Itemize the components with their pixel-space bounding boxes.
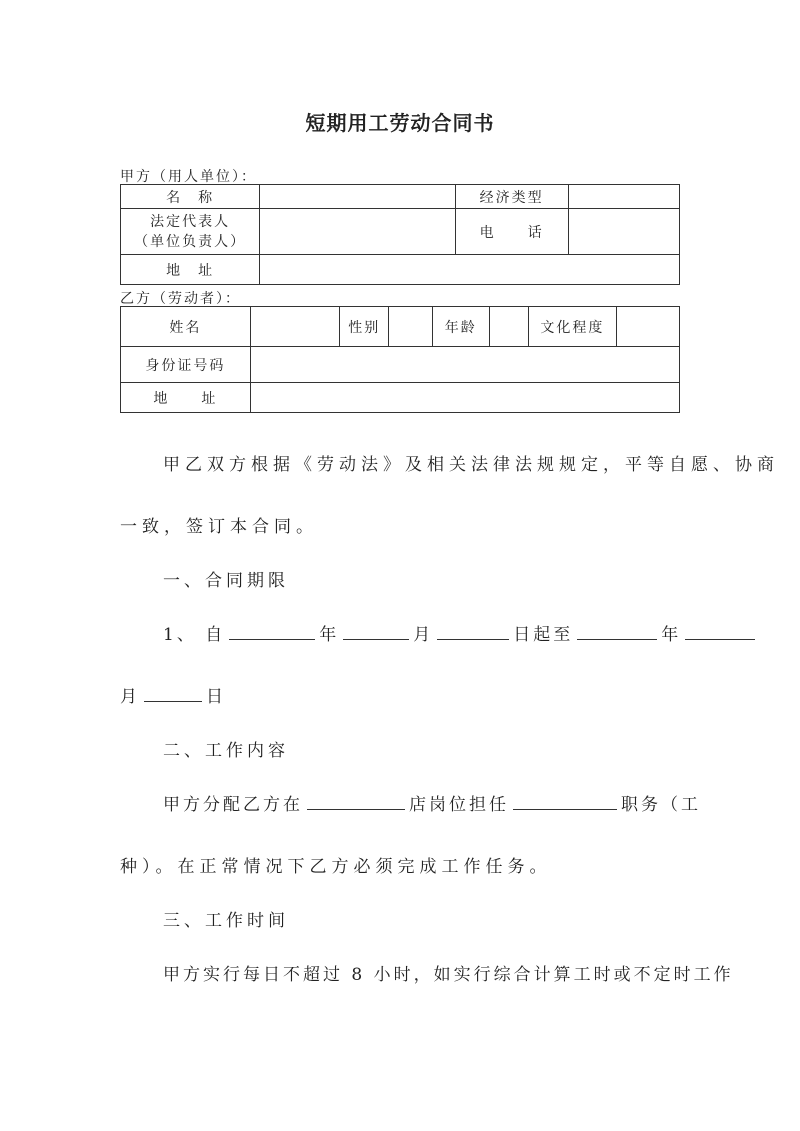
hours-line-1: 甲方实行每日不超过 8 小时，如实行综合计算工时或不定时工作 xyxy=(163,965,734,985)
party-a-rep-label-line1: 法定代表人 xyxy=(150,213,231,230)
party-b-address-field[interactable] xyxy=(250,383,679,413)
party-b-id-label: 身份证号码 xyxy=(121,347,251,383)
intro-line-1: 甲乙双方根据《劳动法》及相关法律法规规定，平等自愿、协商 xyxy=(163,455,779,475)
work-part-1: 甲方分配乙方在 xyxy=(163,795,303,815)
party-b-table xyxy=(120,306,680,413)
start-day-blank[interactable] xyxy=(437,623,509,640)
party-b-gender-field[interactable] xyxy=(389,307,432,347)
term-year-label: 年 xyxy=(319,625,340,645)
section-2-title: 二、工作内容 xyxy=(163,741,289,761)
start-month-blank[interactable] xyxy=(343,623,409,640)
work-part-3: 职务（工 xyxy=(621,795,701,815)
term-prefix: 1、 自 xyxy=(163,625,226,645)
intro-line-2: 一致，签订本合同。 xyxy=(120,517,318,537)
party-b-age-field[interactable] xyxy=(489,307,528,347)
party-b-education-field[interactable] xyxy=(616,307,679,347)
party-b-name-field[interactable] xyxy=(250,307,339,347)
party-a-table xyxy=(120,184,680,285)
term-from-label: 日起至 xyxy=(513,625,574,645)
document-title: 短期用工劳动合同书 xyxy=(305,111,495,135)
party-a-name-label: 名 称 xyxy=(121,185,260,209)
party-b-education-label: 文化程度 xyxy=(529,307,616,347)
term-month-label: 月 xyxy=(413,625,434,645)
end-month-blank-partial[interactable] xyxy=(685,623,755,640)
party-b-age-label: 年龄 xyxy=(432,307,489,347)
term-month2-label: 月 xyxy=(120,687,140,707)
party-a-type-label: 经济类型 xyxy=(455,185,568,209)
section-1-title: 一、合同期限 xyxy=(163,571,289,591)
party-a-phone-field[interactable] xyxy=(568,209,679,255)
position-blank[interactable] xyxy=(513,793,617,810)
party-a-rep-label xyxy=(121,209,260,255)
start-year-blank[interactable] xyxy=(229,623,315,640)
party-a-rep-field[interactable] xyxy=(260,209,455,255)
party-a-type-field[interactable] xyxy=(568,185,679,209)
section-3-title: 三、工作时间 xyxy=(163,911,289,931)
work-line-2: 种）。在正常情况下乙方必须完成工作任务。 xyxy=(120,857,552,877)
party-a-address-field[interactable] xyxy=(260,255,680,285)
end-day-blank[interactable] xyxy=(144,685,202,702)
party-b-name-label: 姓名 xyxy=(121,307,251,347)
term-day2-label: 日 xyxy=(206,687,226,707)
party-b-gender-label: 性别 xyxy=(340,307,389,347)
term-line-2 xyxy=(120,682,226,707)
term-year2-label: 年 xyxy=(661,625,682,645)
party-a-address-label: 地 址 xyxy=(121,255,260,285)
party-b-id-field[interactable] xyxy=(250,347,679,383)
party-a-name-field[interactable] xyxy=(260,185,455,209)
end-year-blank[interactable] xyxy=(577,623,657,640)
party-a-phone-label: 电 话 xyxy=(455,209,568,255)
work-line-1 xyxy=(163,790,701,815)
term-line-1 xyxy=(163,620,759,645)
party-b-label: 乙方（劳动者）： xyxy=(120,291,241,307)
party-a-rep-label-line2: （单位负责人） xyxy=(134,233,247,250)
party-b-address-label: 地 址 xyxy=(121,383,251,413)
store-blank[interactable] xyxy=(307,793,405,810)
party-a-label: 甲方（用人单位）： xyxy=(120,169,257,185)
work-part-2: 店岗位担任 xyxy=(409,795,509,815)
